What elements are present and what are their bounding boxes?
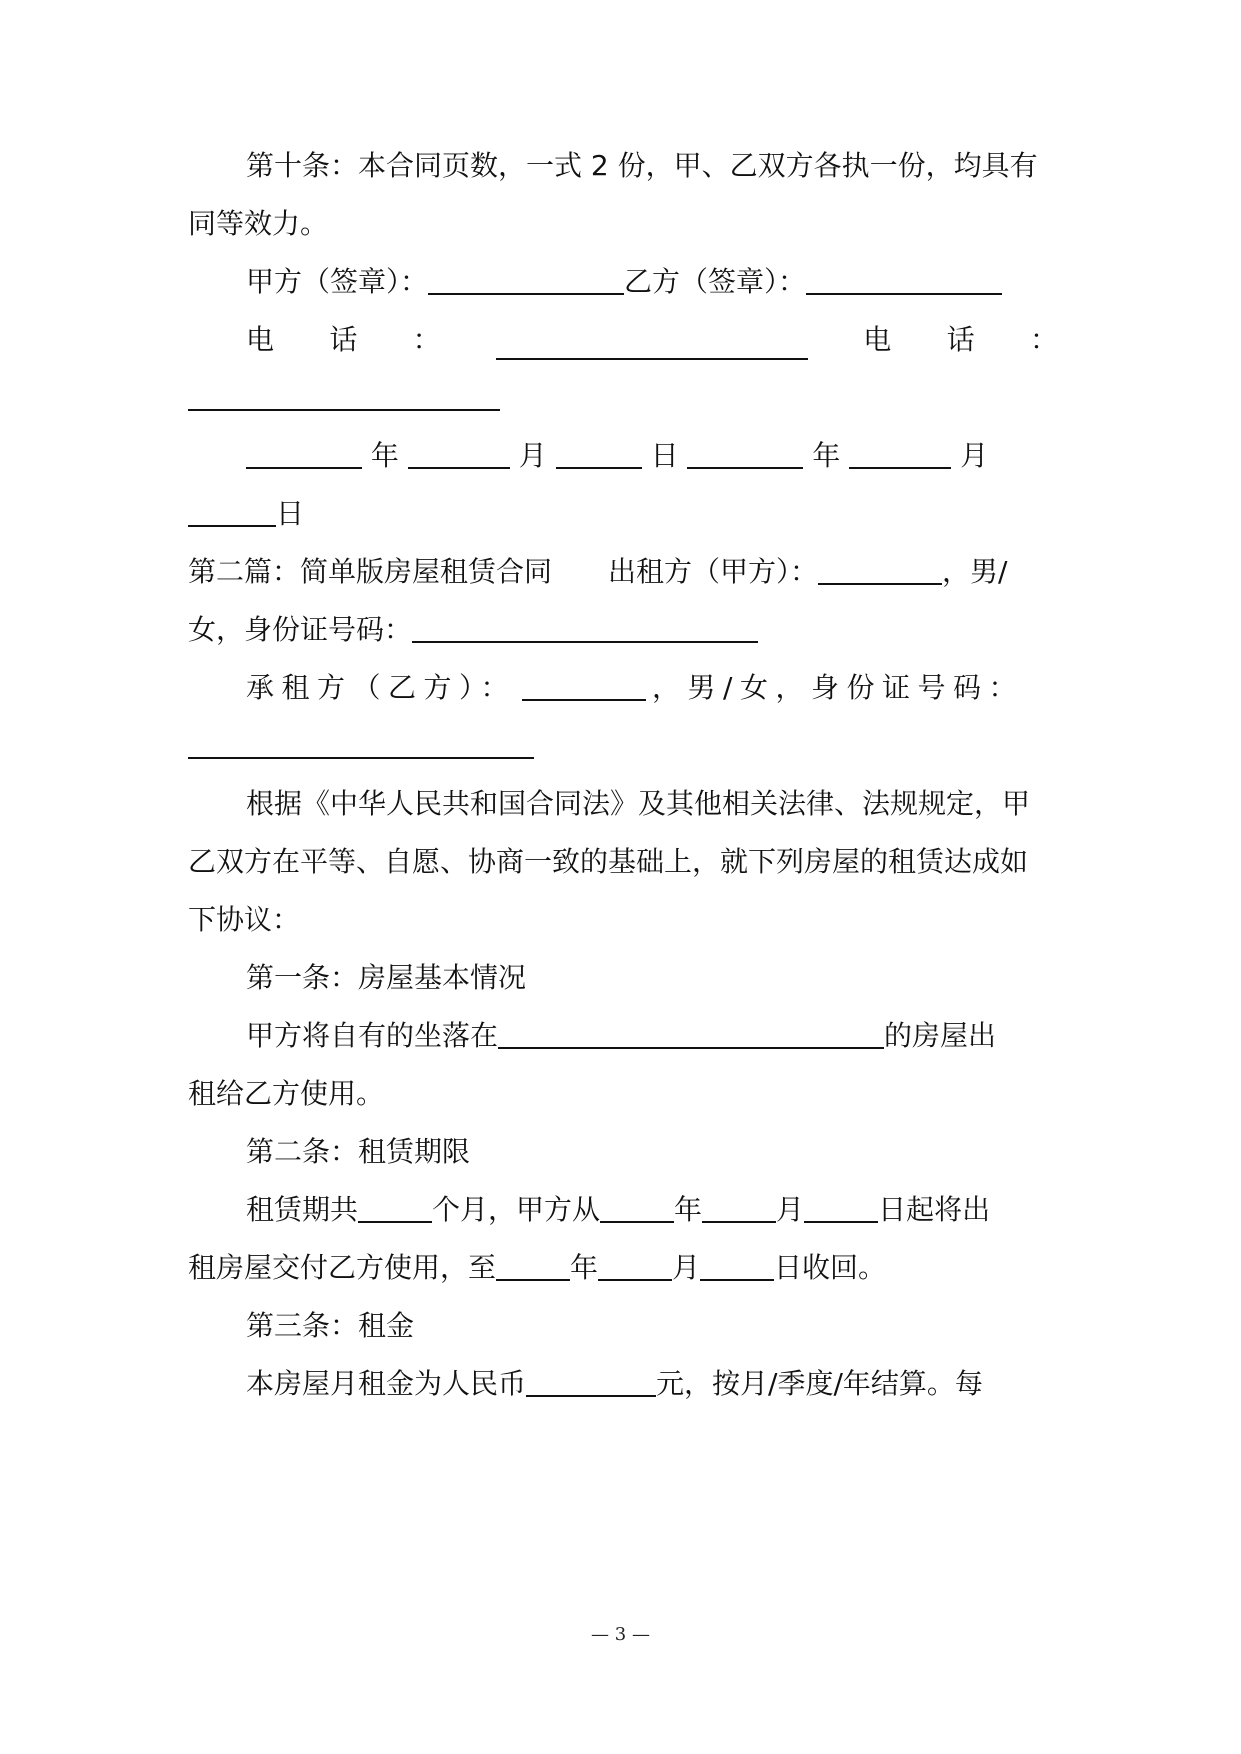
intro-line-3: 下协议： xyxy=(188,903,301,936)
lessee-line xyxy=(246,668,1058,708)
party-b-sign-blank[interactable] xyxy=(806,265,1002,295)
lessee-label: 承租方（乙方）： xyxy=(246,671,517,704)
phone-line xyxy=(246,320,1058,360)
phone-b-char1: 电 xyxy=(863,323,892,356)
end-year-blank[interactable] xyxy=(496,1251,570,1281)
article-2-line-2: 租房屋交付乙方使用，至 年 月 日收回。 xyxy=(188,1251,887,1284)
intro-line-1: 根据《中华人民共和国合同法》及其他相关法律、法规规定，甲 xyxy=(246,787,1031,820)
phone-a-blank[interactable] xyxy=(496,330,808,360)
article-10-line-2: 同等效力。 xyxy=(188,207,329,240)
article-10-line-1: 第十条：本合同页数，一式 2 份，甲、乙双方各执一份，均具有 xyxy=(246,149,1038,182)
date-b-year-blank[interactable] xyxy=(687,439,803,469)
party-b-sign-label: 乙方（签章）： xyxy=(624,265,807,298)
signature-line xyxy=(246,262,1058,302)
article-3-title: 第三条：租金 xyxy=(246,1309,415,1342)
end-month-blank[interactable] xyxy=(598,1251,672,1281)
lessor-id-blank[interactable] xyxy=(412,613,758,643)
lessor-name-blank[interactable] xyxy=(818,555,942,585)
date-b-month-blank[interactable] xyxy=(849,439,951,469)
date-line: 年 月 日 年 月 xyxy=(246,436,1058,476)
page-number: — 3 — xyxy=(591,1624,650,1645)
lessor-id-label: 女，身份证号码： xyxy=(188,613,413,646)
lessee-id-blank[interactable] xyxy=(188,729,534,759)
end-day-blank[interactable] xyxy=(700,1251,774,1281)
phone-b-char2: 话 xyxy=(946,323,975,356)
part-2-title: 第二篇：简单版房屋租赁合同 xyxy=(188,555,553,588)
property-location-blank[interactable] xyxy=(498,1019,884,1049)
phone-a-char1: 电 xyxy=(246,323,275,356)
date-a-day-blank[interactable] xyxy=(556,439,642,469)
article-1-title: 第一条：房屋基本情况 xyxy=(246,961,527,994)
phone-b-blank-line xyxy=(188,378,1058,418)
phone-a-colon: ： xyxy=(412,323,441,356)
start-month-blank[interactable] xyxy=(702,1193,776,1223)
lessee-gender-id-label: ，男/女，身份证号码： xyxy=(652,671,1024,704)
part-2-heading-line: 第二篇：简单版房屋租赁合同 出租方（甲方）： ，男/ xyxy=(188,555,1008,588)
article-2-line-1: 租赁期共 个月，甲方从 年 月 日起将出 xyxy=(246,1193,991,1226)
lessee-id-line xyxy=(188,726,1058,766)
start-day-blank[interactable] xyxy=(804,1193,878,1223)
date-b-day-blank[interactable] xyxy=(188,497,276,527)
article-2-title: 第二条：租赁期限 xyxy=(246,1135,471,1168)
party-a-sign-blank[interactable] xyxy=(428,265,624,295)
lessor-id-line xyxy=(188,610,1058,650)
article-1-line-2: 租给乙方使用。 xyxy=(188,1077,385,1110)
article-1-line-1: 甲方将自有的坐落在 的房屋出 xyxy=(246,1019,997,1052)
phone-b-colon: ： xyxy=(1029,323,1058,356)
party-a-sign-label: 甲方（签章）： xyxy=(246,265,429,298)
date-a-month-blank[interactable] xyxy=(408,439,510,469)
date-b-day-line: 日 xyxy=(188,494,1058,534)
article-3-line-1: 本房屋月租金为人民币 元，按月/季度/年结算。每 xyxy=(246,1367,983,1400)
phone-a-char2: 话 xyxy=(329,323,358,356)
intro-line-2: 乙双方在平等、自愿、协商一致的基础上，就下列房屋的租赁达成如 xyxy=(188,845,1029,878)
start-year-blank[interactable] xyxy=(600,1193,674,1223)
phone-b-blank[interactable] xyxy=(188,381,500,411)
lessee-name-blank[interactable] xyxy=(522,671,646,701)
lessor-label: 出租方（甲方）： xyxy=(608,555,819,588)
monthly-rent-blank[interactable] xyxy=(526,1367,656,1397)
date-a-year-blank[interactable] xyxy=(246,439,362,469)
lease-months-blank[interactable] xyxy=(358,1193,432,1223)
